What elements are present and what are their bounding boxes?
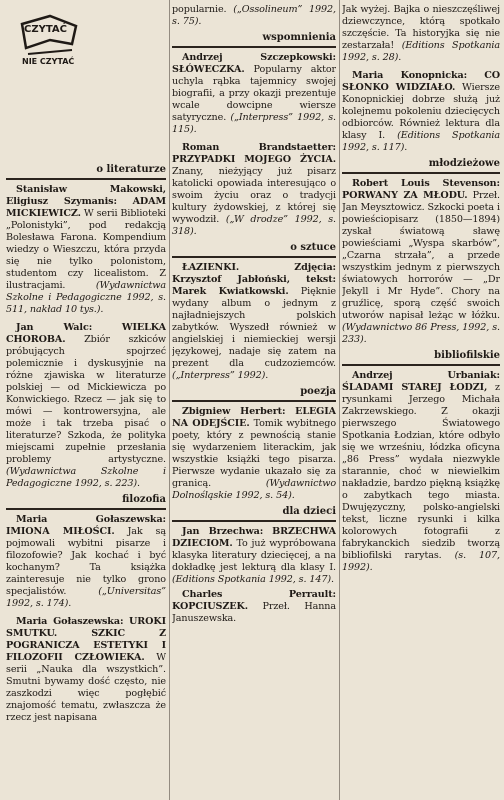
entry-konopnicka: Maria Konopnicka: CO SŁONKO WIDZIAŁO. Wiersze Konopnickiej dobrze służą już kolejnemu pokoleniu dziecięcych odbiorców. Również lektura dla klasy I. (Editions Spotkania 1992, s. 117). — [342, 70, 500, 153]
entry-walc: Jan Walc: WIELKA CHOROBA. Zbiór szkiców próbujących spojrzeć polemicznie i dyskusyjnie na różne zjawiska w literaturze polskiej — od Mickiewicza po Konwickiego. Rzecz — jak się to mówi — kontrowersyjna, ale może i tak trzeba pisać o literaturze? Szkoda, że polityka miejscami zupełnie przesłania problemy artystyczne. (Wydawnictwa Szkolne i Pedagogiczne 1992, s. 223). — [6, 322, 166, 489]
section-header-bibliophile: bibliofilskie — [342, 350, 500, 366]
logo-line2: NIE CZYTAĆ — [22, 57, 75, 66]
entry-urbaniak: Andrzej Urbaniak: ŚLADAMI STAREJ ŁODZI, z rysunkami Jerzego Michała Zakrzewskiego. Z okazji pierwszego Światowego Spotkania Łodzian, które odbyło się we wrześniu, łódzka oficyna „86 Press” wydała niezwykle starannie, choć w niewielkim nakładzie, bardzo piękną książkę o zabytkach tego miasta. Dwujęzyczny, polsko-angielski tekst, liczne rysunki i kilka kolorowych fotografii z fabrykanckich siedzib tworzą bibliofilski rarytas. (s. 107, 1992). — [342, 370, 500, 573]
section-header-memoirs: wspomnienia — [172, 32, 336, 48]
czytac-logo-icon — [14, 4, 84, 74]
entry-perrault: Charles Perrault: KOPCIUSZEK. Przeł. Hanna Januszewska. — [172, 589, 336, 624]
column-rule — [169, 0, 170, 800]
entry-perrault-continuation: Jak wyżej. Bajka o nieszczęśliwej dziewczynce, którą spotkało szczęście. Ta historyjka się nie zestarzała! (Editions Spotkania 1992, s. 28). — [342, 4, 500, 63]
section-header-youth: młodzieżowe — [342, 158, 500, 174]
entry-golaszewska-2: Maria Gołaszewska: UROKI SMUTKU. SZKIC Z POGRANICZA ESTETYKI I FILOZOFII CZŁOWIEKA. W serii „Nauka dla wszystkich”. Smutni bywamy dość często, nie zaszkodzi więc pogłębić znajomość tematu, zwłaszcza że rzecz jest napisana — [6, 616, 166, 723]
entry-stevenson: Robert Louis Stevenson: PORWANY ZA MŁODU. Przeł. Jan Meysztowicz. Szkocki poeta i powieściopisarz (1850—1894) zyskał światową sławę powieściami „Wyspa skarbów”, „Czarna strzała”, a przede wszystkim jednym z pierwszych światowych horrorów — „Dr Jekyll i Mr Hyde”. Chory na gruźlicę, sporą część swoich utworów napisał leżąc w łóżku. (Wydawnictwo 86 Press, 1992, s. 233). — [342, 178, 500, 345]
entry-brzechwa: Jan Brzechwa: BRZECHWA DZIECIOM. To już wypróbowana klasyka literatury dziecięcej, a na dokładkę jest lekturą dla klasy I. (Editions Spotkania 1992, s. 147). — [172, 526, 336, 585]
column-3 — [342, 0, 500, 800]
column-1 — [6, 0, 166, 800]
section-header-poetry: poezja — [172, 386, 336, 402]
entry-lazienki: ŁAZIENKI. Zdjęcia: Krzysztof Jabłoński, tekst: Marek Kwiatkowski. Pięknie wydany album o jednym z najładniejszych polskich zabytków. Wyszedł również w angielskiej i niemieckiej wersji językowej, nadaje się zatem na prezent dla cudzoziemców. („Interpress” 1992). — [172, 262, 336, 381]
entry-szczepkowski: Andrzej Szczepkowski: SŁÓWECZKA. Popularny aktor uchyla rąbka tajemnicy swojej biografii, a przy okazji prezentuje wcale dowcipne wiersze satyryczne. („Interpress” 1992, s. 115). — [172, 52, 336, 135]
entry-golaszewska-1: Maria Gołaszewska: IMIONA MIŁOŚCI. Jak są pojmowali wybitni pisarze i filozofowie? Jak kochać i być kochanym? Ta książka zainteresuje nie tylko grono specjalistów. („Universitas” 1992, s. 174). — [6, 514, 166, 609]
entry-brandstaetter: Roman Brandstaetter: PRZYPADKI MOJEGO ŻYCIA. Znany, nieżyjący już pisarz katolicki opowiada interesująco o swoim życiu oraz o tradycji kultury żydowskiej, z której się wywodził. („W drodze” 1992, s. 318). — [172, 142, 336, 237]
section-header-philosophy: filozofia — [6, 494, 166, 510]
entry-makowski: Stanisław Makowski, Eligiusz Szymanis: ADAM MICKIEWICZ. W serii Biblioteki „Polonistyki”, pod redakcją Bolesława Farona. Kompendium wiedzy o Wieszczu, która przyda się nie tylko polonistom, studentom czy licealistom. Z ilustracjami. (Wydawnictwa Szkolne i Pedagogiczne 1992, s. 511, nakład 10 tys.). — [6, 184, 166, 315]
column-rule — [339, 0, 340, 800]
section-header-kids: dla dzieci — [172, 506, 336, 522]
column-2 — [172, 0, 336, 800]
section-header-art: o sztuce — [172, 242, 336, 258]
entry-herbert: Zbigniew Herbert: ELEGIA NA ODEJŚCIE. Tomik wybitnego poety, który z pewnością stanie się wydarzeniem literackim, jak wszystkie książki tego pisarza. Pierwsze wydanie ukazało się za granicą. (Wydawnictwo Dolnośląskie 1992, s. 54). — [172, 406, 336, 501]
logo-line1: CZYTAĆ — [24, 24, 67, 35]
entry-continuation: popularnie. („Ossolineum” 1992, s. 75). — [172, 4, 336, 27]
section-header-literature: o literaturze — [6, 164, 166, 180]
